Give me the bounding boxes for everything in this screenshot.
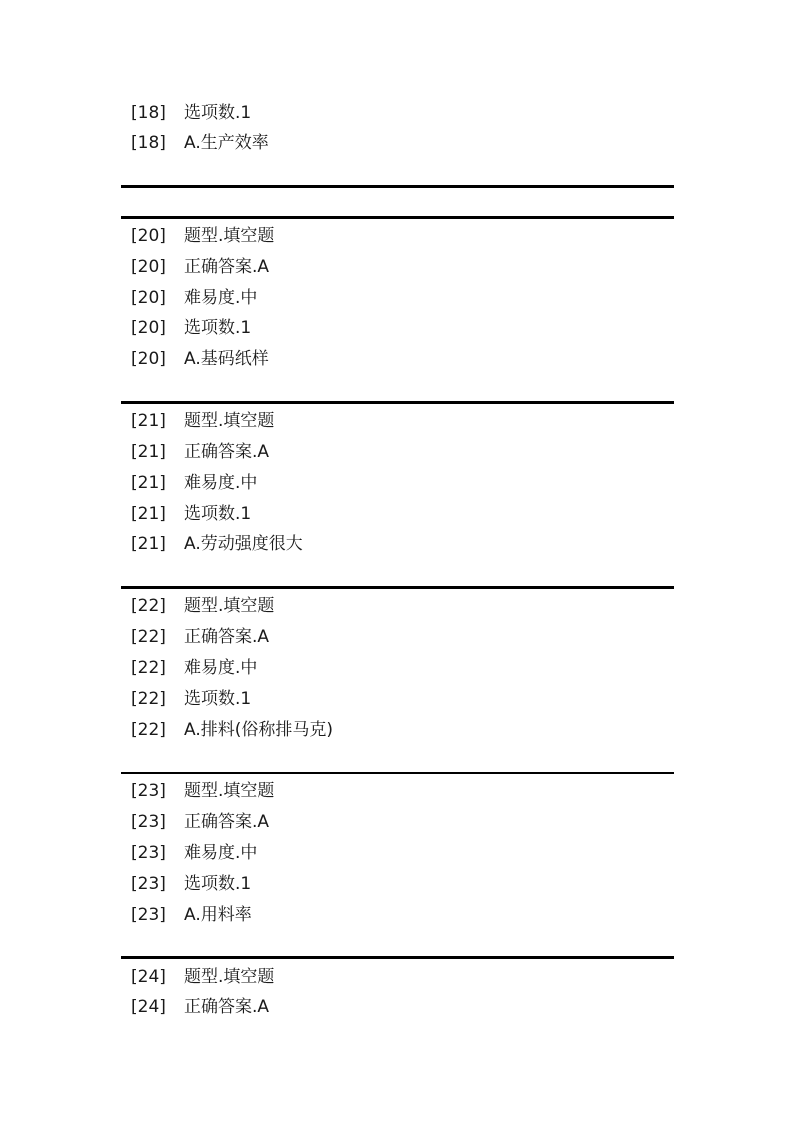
question-row <box>131 503 251 525</box>
question-row <box>131 132 269 154</box>
question-row <box>131 780 274 802</box>
question-number: [24] <box>131 997 166 1017</box>
row-text: 正确答案.A <box>184 257 270 277</box>
question-number: [23] <box>131 843 166 863</box>
row-text: 正确答案.A <box>184 812 270 832</box>
question-number: [22] <box>131 689 166 709</box>
divider <box>121 586 674 589</box>
question-row <box>131 966 274 988</box>
row-text: 选项数.1 <box>184 318 252 338</box>
question-row <box>131 595 274 617</box>
question-number: [23] <box>131 874 166 894</box>
question-row <box>131 719 333 741</box>
divider <box>121 185 674 188</box>
question-number: [22] <box>131 658 166 678</box>
question-row <box>131 626 269 648</box>
row-text: 难易度.中 <box>184 658 258 678</box>
row-text: 难易度.中 <box>184 288 258 308</box>
row-text: 选项数.1 <box>184 689 252 709</box>
row-text: 选项数.1 <box>184 103 252 123</box>
question-number: [23] <box>131 812 166 832</box>
question-row <box>131 996 269 1018</box>
row-text: 题型.填空题 <box>184 411 275 431</box>
question-number: [20] <box>131 226 166 246</box>
divider <box>121 216 674 219</box>
question-row <box>131 657 257 679</box>
row-text: 正确答案.A <box>184 997 270 1017</box>
row-text: 题型.填空题 <box>184 226 275 246</box>
question-row <box>131 842 257 864</box>
row-text: 题型.填空题 <box>184 781 275 801</box>
row-text: A.劳动强度很大 <box>184 534 303 554</box>
question-row <box>131 811 269 833</box>
question-number: [22] <box>131 596 166 616</box>
row-text: 题型.填空题 <box>184 967 275 987</box>
question-row <box>131 688 251 710</box>
question-row <box>131 225 274 247</box>
question-number: [21] <box>131 411 166 431</box>
question-row <box>131 287 257 309</box>
row-text: 选项数.1 <box>184 504 252 524</box>
divider <box>121 401 674 404</box>
question-number: [20] <box>131 257 166 277</box>
question-number: [23] <box>131 781 166 801</box>
question-number: [20] <box>131 288 166 308</box>
row-text: 难易度.中 <box>184 843 258 863</box>
question-row <box>131 441 269 463</box>
question-row <box>131 472 257 494</box>
question-number: [18] <box>131 103 166 123</box>
row-text: 题型.填空题 <box>184 596 275 616</box>
question-row <box>131 256 269 278</box>
question-number: [24] <box>131 967 166 987</box>
question-number: [22] <box>131 720 166 740</box>
row-text: 选项数.1 <box>184 874 252 894</box>
divider <box>121 956 674 959</box>
question-row <box>131 410 274 432</box>
question-number: [21] <box>131 534 166 554</box>
row-text: A.基码纸样 <box>184 349 269 369</box>
question-row <box>131 317 251 339</box>
question-number: [21] <box>131 504 166 524</box>
row-text: 正确答案.A <box>184 442 270 462</box>
question-number: [22] <box>131 627 166 647</box>
row-text: A.生产效率 <box>184 133 269 153</box>
row-text: A.用料率 <box>184 905 252 925</box>
question-number: [20] <box>131 349 166 369</box>
question-number: [21] <box>131 442 166 462</box>
question-number: [18] <box>131 133 166 153</box>
divider <box>121 772 674 774</box>
question-row <box>131 873 251 895</box>
question-number: [20] <box>131 318 166 338</box>
question-number: [21] <box>131 473 166 493</box>
question-row <box>131 102 251 124</box>
question-number: [23] <box>131 905 166 925</box>
row-text: 难易度.中 <box>184 473 258 493</box>
question-row <box>131 348 269 370</box>
row-text: 正确答案.A <box>184 627 270 647</box>
row-text: A.排料(俗称排马克) <box>184 720 333 740</box>
question-row <box>131 533 303 555</box>
question-row <box>131 904 252 926</box>
